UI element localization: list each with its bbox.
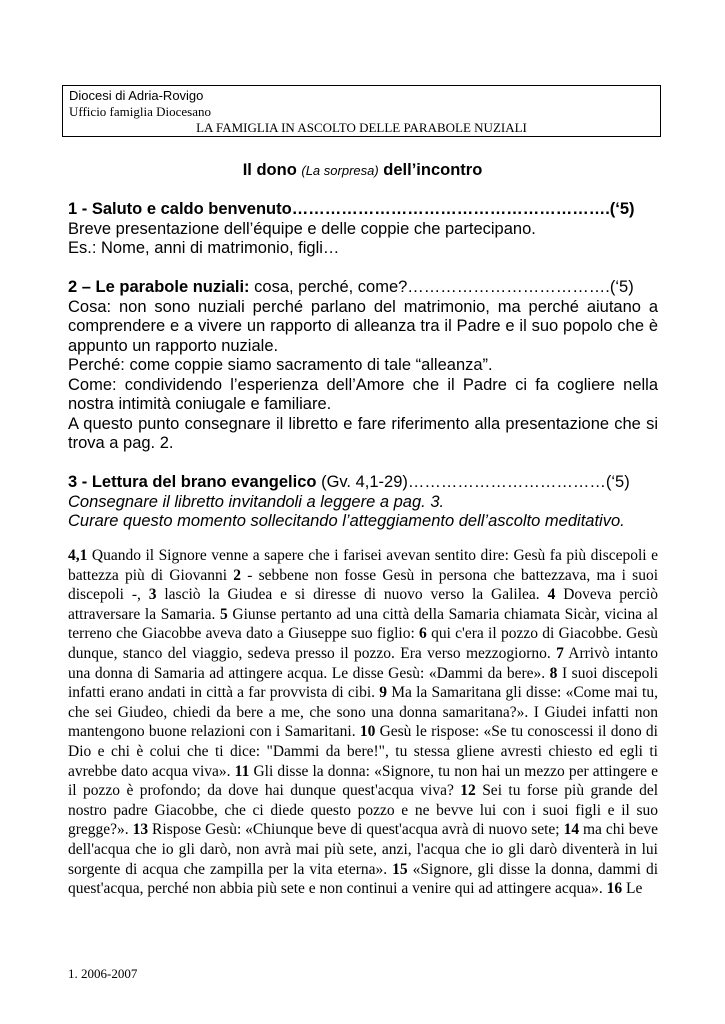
verse-text: Le <box>622 880 643 898</box>
section-2-heading <box>68 278 658 298</box>
section-3-heading-bold: 3 - Lettura del brano evangelico <box>68 473 317 491</box>
verse-text: ma chi beve dell'acqua che io gli darò, non avrà mai più sete, anzi, l'acqua che io gli darò diventerà in lui sorgente di acqua che zampilla per la vita eterna». <box>68 821 659 878</box>
diocese-name: Diocesi di Adria-Rovigo <box>69 88 204 103</box>
verse-number: 3 <box>148 586 157 604</box>
title-paren: (La sorpresa) <box>301 163 379 178</box>
verse-text: Ma la Samaritana gli disse: «Come mai tu, che sei Giudeo, chiedi da bere a me, che sono una donna samaritana?». I Giudei infatti non mantengono buone relazioni con i Samaritani. <box>68 684 658 741</box>
title-post: dell’incontro <box>378 161 483 179</box>
section-1-line: Breve presentazione dell’équipe e delle coppie che partecipano. <box>68 219 536 238</box>
verse-number: 5 <box>220 605 228 623</box>
section-2-heading-rest: cosa, perché, come?……………………………….(‘5) <box>249 278 634 296</box>
verse-number: 15 <box>392 860 408 878</box>
verse-number: 16 <box>606 880 623 898</box>
verse-number: 2 <box>233 566 242 584</box>
document-header-box <box>62 85 661 137</box>
verse-number: 4,1 <box>68 547 88 564</box>
section-3-heading-rest: (Gv. 4,1-29)………………………………(‘5) <box>316 473 630 491</box>
verse-number: 11 <box>234 762 250 780</box>
series-title: LA FAMIGLIA IN ASCOLTO DELLE PARABOLE NUZIALI <box>196 120 527 135</box>
section-1 <box>68 200 658 259</box>
verse-text: Gesù le rispose: «Se tu conoscessi il dono di Dio e chi è colui che ti dice: "Dammi da bere!", tu stessa gliene avresti chiesto ed egli ti avrebbe dato acqua viva». <box>68 723 658 780</box>
section-3-instruction: Consegnare il libretto invitandoli a leggere a pag. 3. <box>68 492 445 511</box>
section-2-heading-bold: 2 – Le parabole nuziali: <box>68 278 250 296</box>
page-footer: 1. 2006-2007 <box>68 966 138 981</box>
verse-text: Quando il Signore venne a sapere che i farisei avevan sentito dire: Gesù fa più discepoli e battezza più di Giovanni <box>68 547 658 584</box>
verse-text: Gli disse la donna: «Signore, tu non hai un mezzo per attingere e il pozzo è profondo; da dove hai dunque quest'acqua viva? <box>68 762 658 800</box>
section-1-line: Es.: Nome, anni di matrimonio, figli… <box>68 239 340 257</box>
office-name: Ufficio famiglia Diocesano <box>69 104 211 119</box>
verse-number: 14 <box>563 821 580 839</box>
section-2-paragraph: A questo punto consegnare il libretto e fare riferimento alla presentazione che si trova a pag. 2. <box>68 414 658 452</box>
verse-text: Sei tu forse più grande del nostro padre Giacobbe, che ci diede questo pozzo e ne bevve lui con i suoi figli e il suo gregge?». <box>68 782 659 839</box>
verse-text: «Signore, gli disse la donna, dammi di quest'acqua, perché non abbia più sete e non continui a venire qui ad attingere acqua». <box>68 860 658 898</box>
verse-number: 8 <box>549 664 558 682</box>
verse-text: Giunse pertanto ad una città della Samaria chiamata Sicàr, vicina al terreno che Giacobbe aveva dato a Giuseppe suo figlio: <box>68 605 658 643</box>
verse-number: 12 <box>460 782 476 800</box>
verse-text: - sebbene non fosse Gesù in persona che battezzava, ma i suoi discepoli -, <box>68 566 658 604</box>
section-3 <box>68 473 658 532</box>
verse-text: I suoi discepoli infatti erano andati in città a far provvista di cibi. <box>68 664 659 702</box>
verse-number: 10 <box>359 723 376 741</box>
verse-text: qui c'era il pozzo di Giacobbe. Gesù dunque, stanco del viaggio, sedeva presso il pozzo. Era verso mezzogiorno. <box>68 625 659 662</box>
section-2-paragraph: Perché: come coppie siamo sacramento di tale “alleanza”. <box>68 356 493 374</box>
title-pre: Il dono <box>242 161 302 179</box>
verse-number: 13 <box>132 821 149 839</box>
verse-text: Rispose Gesù: «Chiunque beve di quest'acqua avrà di nuovo sete; <box>148 821 564 839</box>
section-2 <box>68 278 658 454</box>
verse-text: Doveva perciò attraversare la Samaria. <box>68 586 658 623</box>
verse-number: 4 <box>547 586 556 604</box>
gospel-passage <box>68 546 658 899</box>
section-2-paragraph: Cosa: non sono nuziali perché parlano del matrimonio, ma perché aiutano a comprendere e a vivere un rapporto di alleanza tra il Padre e il suo popolo che è appunto un rapporto nuziale. <box>68 297 658 355</box>
section-3-heading <box>68 473 658 493</box>
page-title <box>0 161 725 181</box>
verse-number: 6 <box>419 625 427 643</box>
verse-number: 9 <box>379 684 387 702</box>
verse-text: lasciò la Giudea e si diresse di nuovo verso la Galilea. <box>156 586 548 604</box>
section-1-heading: 1 - Saluto e caldo benvenuto………………………………………………….(‘5) <box>68 200 635 218</box>
section-3-instruction: Curare questo momento sollecitando l’atteggiamento dell’ascolto meditativo. <box>68 512 625 530</box>
section-2-paragraph: Come: condividendo l’esperienza dell’Amore che il Padre ci fa cogliere nella nostra intimità coniugale e familiare. <box>68 375 658 413</box>
verse-number: 7 <box>556 644 564 662</box>
verse-text: Arrivò intanto una donna di Samaria ad attingere acqua. Le disse Gesù: «Dammi da bere». <box>68 644 658 682</box>
